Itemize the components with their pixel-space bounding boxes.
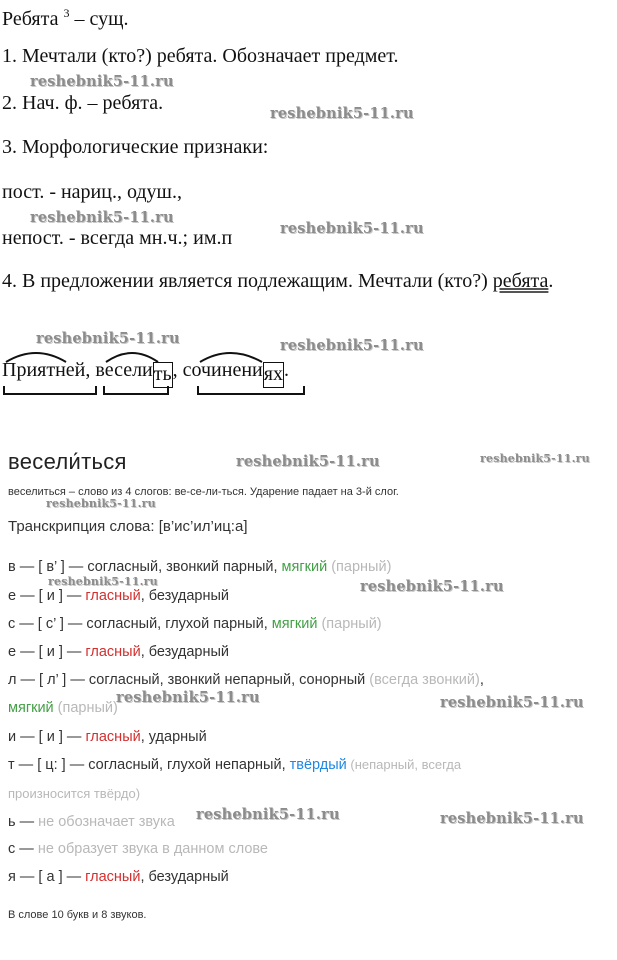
watermark: reshebnik5-11.ru: [236, 453, 380, 470]
sound-row-7: [8, 757, 461, 773]
watermark: reshebnik5-11.ru: [480, 452, 590, 465]
row-note: (парный): [317, 616, 382, 632]
row-letter: т: [8, 757, 15, 773]
row-attr: мягкий: [281, 559, 328, 575]
row-tail: ,: [479, 672, 484, 688]
row-note: не образует звука в данном слове: [37, 841, 268, 857]
row-vowel: гласный: [85, 729, 141, 745]
title-rest: – сущ.: [74, 8, 129, 30]
row-note: (парный): [53, 700, 118, 716]
morph-sep-2: ,: [172, 359, 183, 381]
watermark: reshebnik5-11.ru: [270, 105, 414, 122]
row-letter: л: [8, 672, 17, 688]
row-vowel: гласный: [85, 869, 141, 885]
row-note: (всегда звонкий): [369, 672, 480, 688]
row-sound: —: [15, 814, 39, 830]
row-sound: — [ и ] —: [16, 588, 86, 604]
row-sound: — [ а ] —: [15, 869, 86, 885]
item-4a: пост. - нариц., одуш.,: [2, 181, 182, 203]
item-1: 1. Мечтали (кто?) ребята. Обозначает предмет.: [2, 45, 399, 67]
row-sound: — [ л’ ] —: [16, 672, 89, 688]
watermark: reshebnik5-11.ru: [30, 209, 174, 226]
row-desc: согласный, звонкий непарный, сонорный: [88, 672, 370, 688]
row-sound: —: [15, 841, 38, 857]
sound-row-1: [8, 559, 391, 575]
row-letter: с: [8, 616, 16, 632]
item-4b: непост. - всегда мн.ч.; им.п: [2, 227, 233, 249]
title-word: Ребята: [2, 8, 59, 30]
watermark: reshebnik5-11.ru: [280, 220, 424, 237]
row-desc: согласный, глухой непарный,: [88, 757, 290, 773]
item-5: [2, 270, 553, 293]
row-letter: ь: [8, 814, 16, 830]
row-desc: , безударный: [140, 869, 229, 885]
row-desc: согласный, глухой парный,: [86, 616, 272, 632]
item-2: 2. Нач. ф. – ребята.: [2, 92, 164, 114]
row-vowel: гласный: [85, 588, 141, 604]
watermark: reshebnik5-11.ru: [48, 575, 158, 588]
sound-row-9: [8, 841, 268, 857]
analysis-transcription: Транскрипция слова: [в’ис’ил’иц:а]: [8, 518, 248, 535]
sound-row-10: [8, 869, 229, 885]
row-sound: — [ с’ ] —: [15, 616, 87, 632]
title-line: [2, 6, 129, 31]
watermark: reshebnik5-11.ru: [280, 337, 424, 354]
morph-word-1: Приятней: [2, 359, 86, 381]
item-5-end: .: [548, 270, 554, 292]
sound-row-8: [8, 814, 175, 830]
morph-end: .: [283, 359, 289, 381]
morph-word-2-ending: ть: [153, 362, 173, 388]
row-note: (непарный, всегда: [346, 757, 462, 772]
watermark: reshebnik5-11.ru: [36, 330, 180, 347]
watermark: reshebnik5-11.ru: [196, 806, 340, 823]
sound-row-3: [8, 616, 382, 632]
morph-sep-1: ,: [85, 359, 96, 381]
subject-word: ребята: [492, 270, 549, 292]
row-letter: я: [8, 869, 16, 885]
watermark: reshebnik5-11.ru: [116, 689, 260, 706]
row-desc: , ударный: [140, 729, 207, 745]
row-letter: с: [8, 841, 16, 857]
sound-row-4: [8, 644, 229, 660]
item-3: 3. Морфологические признаки:: [2, 136, 269, 158]
analysis-word: весели́ться: [8, 449, 127, 474]
analysis-summary: В слове 10 букв и 8 звуков.: [8, 909, 147, 921]
morph-word-3-ending: ях: [263, 362, 284, 388]
row-vowel: гласный: [85, 644, 141, 660]
row-letter: и: [8, 729, 17, 745]
sound-row-7-cont: произносится твёрдо): [8, 786, 141, 801]
sound-row-2: [8, 588, 229, 604]
watermark: reshebnik5-11.ru: [30, 73, 174, 90]
row-sound: — [ и ] —: [16, 644, 86, 660]
row-letter: е: [8, 588, 17, 604]
row-sound: — [ ц: ] —: [14, 757, 89, 773]
row-attr: мягкий: [271, 616, 318, 632]
analysis-syllables: веселиться – слово из 4 слогов: ве-се-ли-ться. Ударение падает на 3-й слог.: [8, 486, 399, 498]
row-desc: , безударный: [140, 588, 230, 604]
row-note: (парный): [327, 559, 392, 575]
row-note: не обозначает звука: [38, 814, 175, 830]
row-desc: , безударный: [140, 644, 230, 660]
sound-row-5: [8, 672, 484, 688]
morph-word-2-base: весели: [95, 359, 153, 381]
sound-row-6: [8, 729, 207, 745]
row-attr: твёрдый: [289, 757, 347, 773]
morpheme-line: [2, 359, 289, 388]
item-5-text: 4. В предложении является подлежащим. Мечтали (кто?): [2, 270, 493, 292]
watermark: reshebnik5-11.ru: [360, 578, 504, 595]
row-sound: — [ в’ ] —: [15, 559, 88, 575]
title-superscript: 3: [63, 6, 70, 20]
row-letter: е: [8, 644, 17, 660]
morph-word-3-base: сочинени: [182, 359, 263, 381]
sound-row-5-cont: [8, 700, 118, 716]
row-letter: в: [8, 559, 16, 575]
row-sound: — [ и ] —: [16, 729, 86, 745]
row-attr: мягкий: [8, 700, 54, 716]
watermark: reshebnik5-11.ru: [46, 497, 156, 510]
row-desc: согласный, звонкий парный,: [87, 559, 282, 575]
watermark: reshebnik5-11.ru: [440, 694, 584, 711]
watermark: reshebnik5-11.ru: [440, 810, 584, 827]
